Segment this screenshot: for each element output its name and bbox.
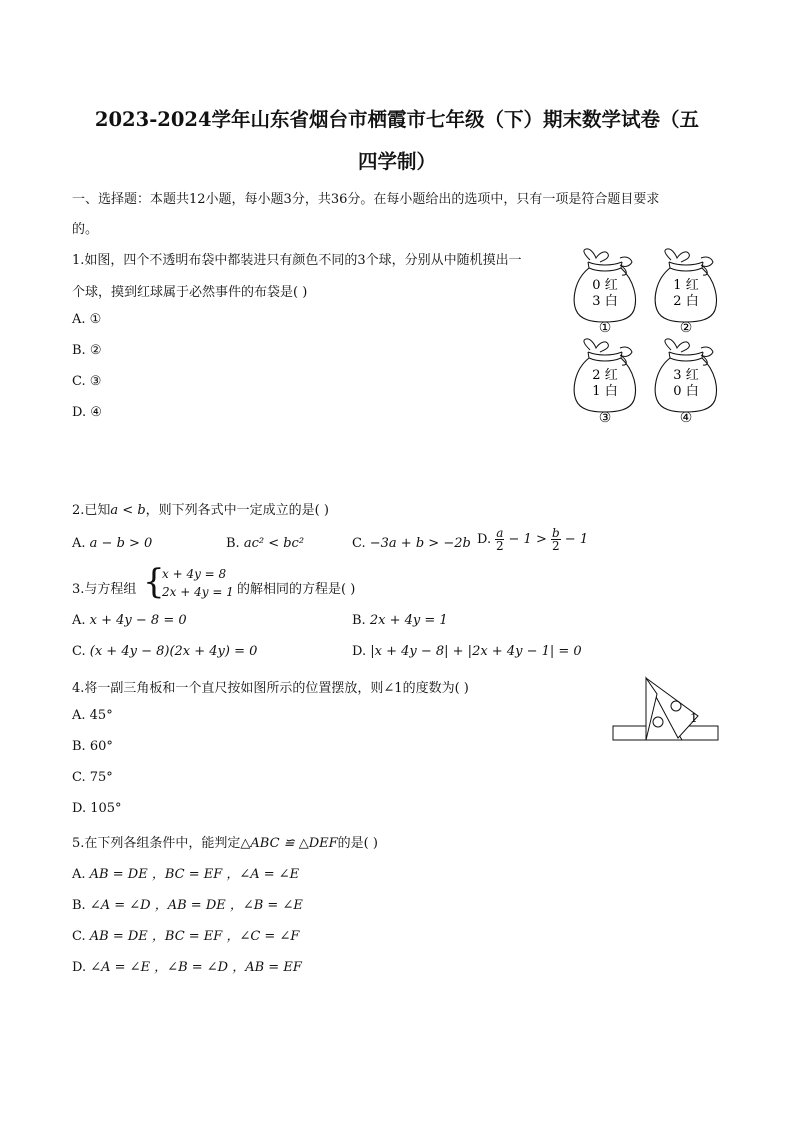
q2-option-c-label: C.: [352, 536, 366, 551]
bag-4-red: 3 红: [673, 368, 699, 383]
bag-4-white: 0 白: [673, 384, 699, 399]
bag-1-label: ①: [598, 320, 612, 336]
bag-1: [574, 249, 635, 336]
bag-2: [655, 249, 716, 336]
bag-3-red: 2 红: [592, 368, 618, 383]
q3-stem-post: 的解相同的方程是( ): [237, 582, 356, 597]
bag-4: [655, 339, 716, 426]
bag-3-label: ③: [598, 410, 612, 426]
frac2-denominator: 2: [552, 539, 560, 553]
q3-option-d-label: D.: [352, 644, 367, 659]
q2-option-c: [352, 536, 471, 551]
frac1-denominator: 2: [495, 539, 504, 553]
q3-option-b-label: B.: [352, 613, 366, 628]
q3-option-c: [72, 644, 257, 659]
q5-option-a-label: A.: [72, 867, 86, 882]
q1-bags-figure: [568, 244, 728, 430]
bag-2-red: 1 红: [673, 278, 699, 293]
q2-stem-math: a < b: [110, 503, 146, 518]
q1-stem-line1: 1.如图，四个不透明布袋中都装进只有颜色不同的3个球，分别从中随机摸出一: [72, 253, 522, 268]
q2-option-c-text: −3a + b > −2b: [369, 536, 471, 551]
q5-stem-post: 的是( ): [337, 836, 378, 851]
q2-option-d-end: − 1: [560, 532, 589, 547]
q3-option-a-label: A.: [72, 613, 86, 628]
exam-title-line1: 2023-2024学年山东省烟台市栖霞市七年级（下）期末数学试卷（五: [94, 108, 700, 131]
q3-option-d-text: |x + 4y − 8| + |2x + 4y − 1| = 0: [370, 644, 582, 659]
q5-option-c-label: C.: [72, 929, 86, 944]
q5-stem-pre: 5.在下列各组条件中，能判定: [72, 836, 241, 851]
q2-stem: [72, 499, 329, 518]
q5-option-d-text: ∠A = ∠E ，∠B = ∠D ，AB = EF: [90, 960, 302, 975]
q1-option-b: B. ②: [72, 343, 102, 358]
q2-option-d-mid: − 1 >: [504, 532, 551, 547]
q4-stem: 4.将一副三角板和一个直尺按如图所示的位置摆放，则∠1的度数为( ): [72, 681, 469, 696]
q2-option-d-label: D.: [477, 532, 492, 547]
q2-option-a: [72, 536, 152, 551]
q3-system-brace: {: [143, 562, 165, 602]
q5-option-b: [72, 894, 303, 913]
section-header-line2: 的。: [72, 222, 99, 237]
q2-option-a-label: A.: [72, 536, 86, 551]
bag-2-white: 2 白: [673, 294, 699, 309]
q5-stem: [72, 832, 378, 851]
bag-3: [574, 339, 635, 426]
q3-option-d: [352, 644, 582, 659]
q5-option-c-text: AB = DE ，BC = EF ，∠C = ∠F: [89, 929, 300, 944]
q3-option-c-label: C.: [72, 644, 86, 659]
q2-option-b-label: B.: [226, 536, 240, 551]
q5-stem-math: △ABC ≌ △DEF: [240, 836, 338, 851]
q5-option-c: [72, 925, 299, 944]
bag-2-label: ②: [679, 320, 693, 336]
q3-equation-1: x + 4y = 8: [162, 567, 227, 581]
q4-triangle-ruler-figure: [610, 674, 722, 744]
q3-option-b: [352, 613, 448, 628]
q2-stem-post: ，则下列各式中一定成立的是( ): [145, 503, 329, 518]
frac1-numerator: a: [496, 526, 504, 540]
q2-option-d: [477, 527, 588, 552]
bag-3-white: 1 白: [592, 384, 618, 399]
angle-1-label: 1: [690, 711, 698, 725]
q5-option-a-text: AB = DE ，BC = EF ，∠A = ∠E: [89, 867, 300, 882]
q4-option-c: C. 75°: [72, 770, 113, 785]
q5-option-d: [72, 956, 302, 975]
q2-option-a-text: a − b > 0: [89, 536, 153, 551]
q3-option-a-text: x + 4y − 8 = 0: [89, 613, 187, 628]
q5-option-d-label: D.: [72, 960, 87, 975]
q5-option-b-text: ∠A = ∠D ，AB = DE ，∠B = ∠E: [89, 898, 303, 913]
q5-option-b-label: B.: [72, 898, 86, 913]
q3-option-a: [72, 613, 187, 628]
q2-option-d-frac2: [551, 527, 561, 552]
bag-1-red: 0 红: [592, 278, 618, 293]
bag-4-label: ④: [679, 410, 693, 426]
q3-stem-pre: 3.与方程组: [72, 582, 137, 597]
q1-stem-line2: 个球，摸到红球属于必然事件的布袋是( ): [72, 285, 308, 300]
q5-option-a: [72, 863, 299, 882]
section-header-line1: 一、选择题：本题共12小题，每小题3分，共36分。在每小题给出的选项中，只有一项是符合题目要求: [72, 192, 660, 207]
q1-option-c: C. ③: [72, 374, 102, 389]
q1-option-d: D. ④: [72, 405, 102, 420]
q4-option-b: B. 60°: [72, 739, 113, 754]
q2-option-b-text: ac² < bc²: [243, 536, 305, 551]
q4-option-d: D. 105°: [72, 801, 122, 816]
q4-option-a: A. 45°: [72, 708, 113, 723]
q3-option-b-text: 2x + 4y = 1: [369, 613, 448, 628]
q2-option-b: [226, 536, 304, 551]
q3-option-c-text: (x + 4y − 8)(2x + 4y) = 0: [89, 644, 258, 659]
frac2-numerator: b: [551, 526, 560, 540]
exam-title-line2: 四学制）: [357, 150, 436, 173]
q1-option-a: A. ①: [72, 312, 102, 327]
q2-stem-pre: 2.已知: [72, 503, 111, 518]
bag-1-white: 3 白: [592, 294, 618, 309]
q3-equation-2: 2x + 4y = 1: [162, 585, 234, 599]
